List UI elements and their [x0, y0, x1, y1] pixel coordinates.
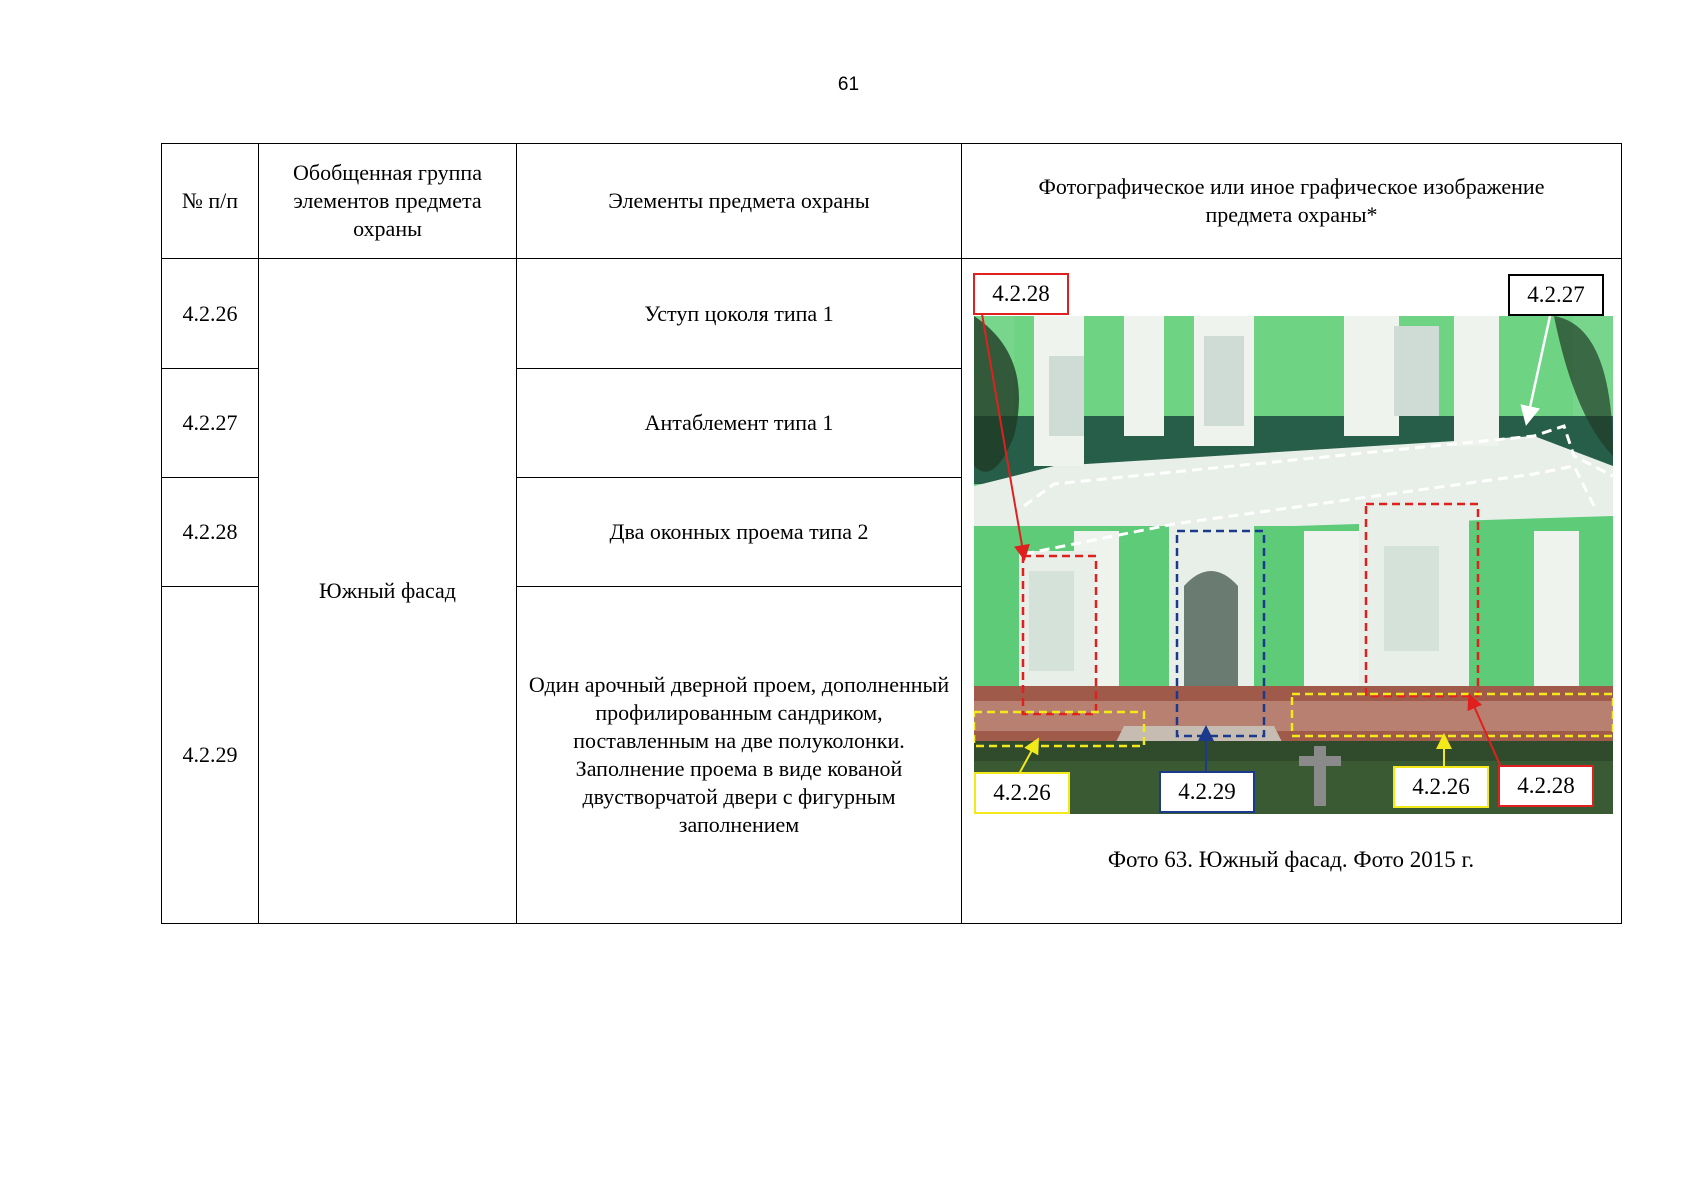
callout-label: 4.2.29 [1159, 771, 1255, 813]
row-num: 4.2.29 [162, 587, 259, 924]
row-element: Два оконных проема типа 2 [517, 478, 962, 587]
photo-caption: Фото 63. Южный фасад. Фото 2015 г. [1107, 847, 1475, 872]
protection-elements-table [161, 143, 1622, 924]
table-header-row [162, 144, 1622, 259]
row-element: Антаблемент типа 1 [517, 369, 962, 478]
photo-figure [962, 259, 1620, 923]
photo-cell [962, 259, 1622, 924]
callout-label: 4.2.26 [974, 772, 1070, 814]
facade-photo [974, 316, 1613, 814]
row-element: Один арочный дверной проем, дополненный профилированным сандриком, поставленным на две полуколонки. Заполнение проема в виде кованой двустворчатой двери с фигурным заполнением [517, 587, 962, 924]
header-elements: Элементы предмета охраны [517, 144, 962, 259]
callout-label: 4.2.28 [1498, 765, 1594, 807]
row-num: 4.2.28 [162, 478, 259, 587]
row-num: 4.2.26 [162, 259, 259, 369]
page-number: 61 [837, 74, 860, 95]
row-element: Уступ цоколя типа 1 [517, 259, 962, 369]
header-image: Фотографическое или иное графическое изображение предмета охраны* [962, 144, 1622, 259]
group-cell: Южный фасад [259, 259, 517, 924]
callout-label: 4.2.26 [1393, 766, 1489, 808]
callout-label: 4.2.28 [973, 273, 1069, 315]
header-num: № п/п [162, 144, 259, 259]
row-num: 4.2.27 [162, 369, 259, 478]
header-group: Обобщенная группа элементов предмета охраны [259, 144, 517, 259]
callout-label: 4.2.27 [1508, 274, 1604, 316]
table-row [162, 259, 1622, 369]
